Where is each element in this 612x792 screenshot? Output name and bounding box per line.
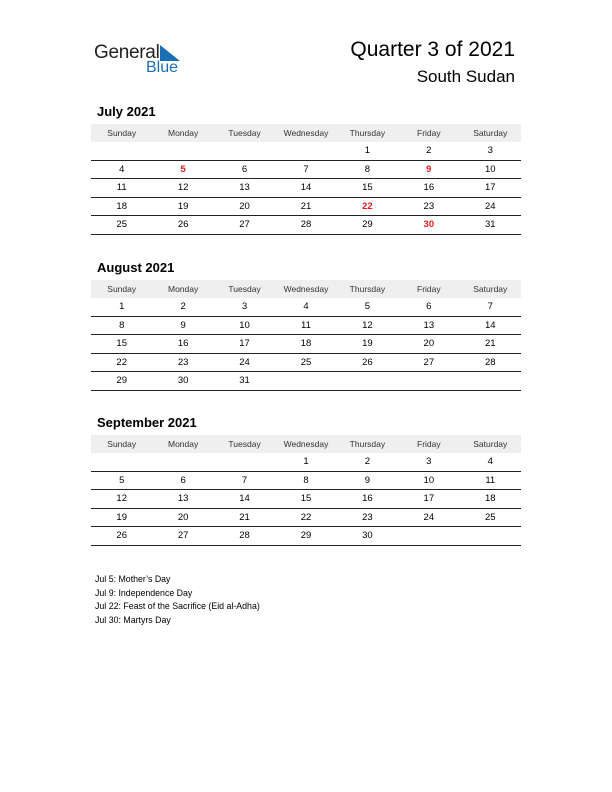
holiday-note: Jul 5: Mother’s Day xyxy=(95,574,171,584)
week-row xyxy=(91,335,521,354)
day-cell: 27 xyxy=(152,527,213,546)
weekday-header: Friday xyxy=(398,124,459,142)
page-title: Quarter 3 of 2021 xyxy=(350,38,515,61)
month-title: September 2021 xyxy=(97,415,197,430)
day-cell: 17 xyxy=(460,179,521,198)
brand-logo xyxy=(94,42,194,78)
day-cell: 3 xyxy=(460,142,521,160)
day-cell: 29 xyxy=(275,527,336,546)
day-cell: 28 xyxy=(460,353,521,372)
day-cell: 23 xyxy=(337,508,398,527)
day-cell: 29 xyxy=(337,216,398,235)
week-row xyxy=(91,316,521,335)
calendar-table xyxy=(91,280,521,391)
day-cell: 5 xyxy=(91,471,152,490)
day-cell: 16 xyxy=(337,490,398,509)
day-cell: 11 xyxy=(460,471,521,490)
day-cell: 24 xyxy=(214,353,275,372)
day-cell xyxy=(460,372,521,391)
day-cell: 30 xyxy=(152,372,213,391)
day-cell: 4 xyxy=(91,160,152,179)
day-cell: 8 xyxy=(91,316,152,335)
calendar-table xyxy=(91,124,521,235)
week-row xyxy=(91,490,521,509)
day-cell: 20 xyxy=(398,335,459,354)
month-september xyxy=(91,415,521,546)
day-cell: 10 xyxy=(460,160,521,179)
month-title: August 2021 xyxy=(97,260,175,275)
holiday-day-cell: 22 xyxy=(337,197,398,216)
day-cell: 1 xyxy=(91,298,152,316)
weekday-header-row xyxy=(91,435,521,453)
day-cell: 20 xyxy=(214,197,275,216)
day-cell: 6 xyxy=(214,160,275,179)
day-cell: 15 xyxy=(91,335,152,354)
weekday-header: Thursday xyxy=(337,124,398,142)
holiday-note: Jul 30: Martyrs Day xyxy=(95,614,171,625)
day-cell: 11 xyxy=(275,316,336,335)
holiday-notes xyxy=(95,573,260,627)
day-cell: 21 xyxy=(460,335,521,354)
day-cell: 2 xyxy=(152,298,213,316)
day-cell: 9 xyxy=(152,316,213,335)
month-august xyxy=(91,260,521,391)
day-cell: 10 xyxy=(214,316,275,335)
day-cell: 14 xyxy=(214,490,275,509)
day-cell: 25 xyxy=(275,353,336,372)
day-cell: 18 xyxy=(91,197,152,216)
day-cell: 16 xyxy=(398,179,459,198)
day-cell: 24 xyxy=(398,508,459,527)
day-cell: 11 xyxy=(91,179,152,198)
brand-blue: Blue xyxy=(146,59,179,76)
day-cell: 12 xyxy=(91,490,152,509)
day-cell: 26 xyxy=(152,216,213,235)
weekday-header: Tuesday xyxy=(214,280,275,298)
day-cell: 20 xyxy=(152,508,213,527)
day-cell: 3 xyxy=(398,453,459,471)
day-cell: 26 xyxy=(91,527,152,546)
weekday-header-row xyxy=(91,280,521,298)
day-cell: 6 xyxy=(152,471,213,490)
day-cell: 22 xyxy=(275,508,336,527)
week-row xyxy=(91,372,521,391)
day-cell: 13 xyxy=(152,490,213,509)
day-cell xyxy=(152,142,213,160)
day-cell: 16 xyxy=(152,335,213,354)
day-cell: 7 xyxy=(460,298,521,316)
day-cell: 23 xyxy=(152,353,213,372)
weekday-header: Tuesday xyxy=(214,435,275,453)
day-cell: 22 xyxy=(91,353,152,372)
day-cell: 27 xyxy=(214,216,275,235)
day-cell: 25 xyxy=(91,216,152,235)
day-cell: 30 xyxy=(337,527,398,546)
day-cell xyxy=(275,372,336,391)
day-cell: 21 xyxy=(214,508,275,527)
day-cell: 31 xyxy=(460,216,521,235)
day-cell: 26 xyxy=(337,353,398,372)
day-cell: 1 xyxy=(337,142,398,160)
week-row xyxy=(91,197,521,216)
day-cell: 13 xyxy=(214,179,275,198)
day-cell: 29 xyxy=(91,372,152,391)
holiday-day-cell: 5 xyxy=(152,160,213,179)
month-july xyxy=(91,104,521,235)
weekday-header: Saturday xyxy=(460,280,521,298)
weekday-header: Friday xyxy=(398,280,459,298)
week-row xyxy=(91,160,521,179)
day-cell: 28 xyxy=(275,216,336,235)
day-cell: 14 xyxy=(460,316,521,335)
weekday-header: Sunday xyxy=(91,435,152,453)
day-cell: 17 xyxy=(398,490,459,509)
day-cell: 28 xyxy=(214,527,275,546)
day-cell: 24 xyxy=(460,197,521,216)
weekday-header: Sunday xyxy=(91,280,152,298)
day-cell xyxy=(214,142,275,160)
day-cell: 10 xyxy=(398,471,459,490)
week-row xyxy=(91,453,521,471)
holiday-day-cell: 9 xyxy=(398,160,459,179)
country-name: South Sudan xyxy=(416,67,515,86)
day-cell: 12 xyxy=(337,316,398,335)
day-cell: 7 xyxy=(275,160,336,179)
day-cell: 8 xyxy=(275,471,336,490)
holiday-note: Jul 9: Independence Day xyxy=(95,587,193,598)
week-row xyxy=(91,508,521,527)
weekday-header: Saturday xyxy=(460,435,521,453)
day-cell: 17 xyxy=(214,335,275,354)
day-cell: 19 xyxy=(91,508,152,527)
weekday-header-row xyxy=(91,124,521,142)
day-cell: 14 xyxy=(275,179,336,198)
weekday-header: Sunday xyxy=(91,124,152,142)
day-cell: 31 xyxy=(214,372,275,391)
week-row xyxy=(91,142,521,160)
day-cell: 25 xyxy=(460,508,521,527)
day-cell: 8 xyxy=(337,160,398,179)
weekday-header: Thursday xyxy=(337,280,398,298)
holiday-note: Jul 22: Feast of the Sacrifice (Eid al-Adha) xyxy=(95,601,260,611)
weekday-header: Wednesday xyxy=(275,280,336,298)
day-cell: 2 xyxy=(337,453,398,471)
holiday-day-cell: 30 xyxy=(398,216,459,235)
weekday-header: Tuesday xyxy=(214,124,275,142)
day-cell xyxy=(398,372,459,391)
day-cell: 23 xyxy=(398,197,459,216)
week-row xyxy=(91,179,521,198)
day-cell: 5 xyxy=(337,298,398,316)
day-cell: 9 xyxy=(337,471,398,490)
day-cell: 19 xyxy=(337,335,398,354)
day-cell xyxy=(152,453,213,471)
day-cell xyxy=(398,527,459,546)
day-cell xyxy=(337,372,398,391)
week-row xyxy=(91,353,521,372)
day-cell: 13 xyxy=(398,316,459,335)
day-cell: 3 xyxy=(214,298,275,316)
day-cell: 4 xyxy=(460,453,521,471)
day-cell xyxy=(275,142,336,160)
weekday-header: Monday xyxy=(152,280,213,298)
week-row xyxy=(91,298,521,316)
day-cell: 4 xyxy=(275,298,336,316)
day-cell xyxy=(91,453,152,471)
weekday-header: Saturday xyxy=(460,124,521,142)
day-cell: 15 xyxy=(337,179,398,198)
weekday-header: Thursday xyxy=(337,435,398,453)
week-row xyxy=(91,471,521,490)
day-cell xyxy=(460,527,521,546)
day-cell: 7 xyxy=(214,471,275,490)
day-cell: 27 xyxy=(398,353,459,372)
weekday-header: Friday xyxy=(398,435,459,453)
weekday-header: Monday xyxy=(152,435,213,453)
week-row xyxy=(91,527,521,546)
day-cell xyxy=(91,142,152,160)
day-cell xyxy=(214,453,275,471)
day-cell: 12 xyxy=(152,179,213,198)
day-cell: 15 xyxy=(275,490,336,509)
day-cell: 21 xyxy=(275,197,336,216)
calendar-table xyxy=(91,435,521,546)
day-cell: 19 xyxy=(152,197,213,216)
week-row xyxy=(91,216,521,235)
weekday-header: Monday xyxy=(152,124,213,142)
weekday-header: Wednesday xyxy=(275,124,336,142)
day-cell: 6 xyxy=(398,298,459,316)
day-cell: 2 xyxy=(398,142,459,160)
day-cell: 1 xyxy=(275,453,336,471)
weekday-header: Wednesday xyxy=(275,435,336,453)
day-cell: 18 xyxy=(460,490,521,509)
brand-general: General xyxy=(94,42,160,63)
day-cell: 18 xyxy=(275,335,336,354)
month-title: July 2021 xyxy=(97,104,156,119)
